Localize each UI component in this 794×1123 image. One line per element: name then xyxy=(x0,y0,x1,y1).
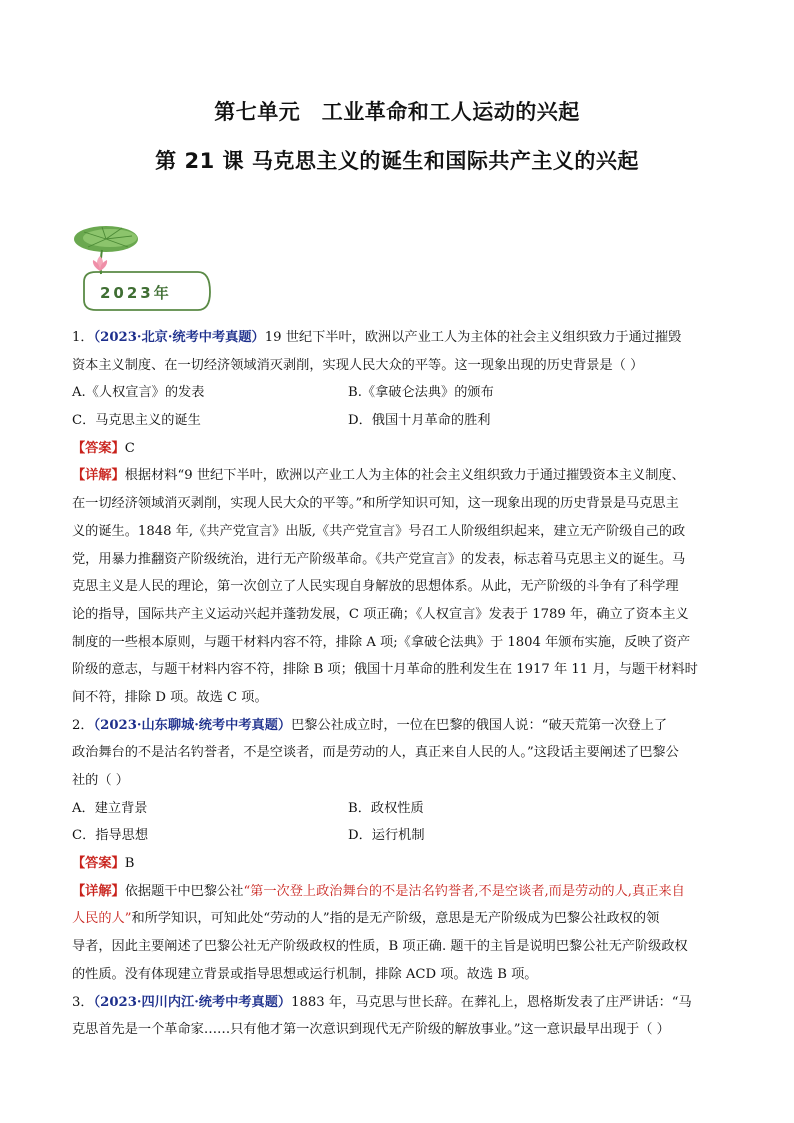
q2-detail-quote-2: 人民的人” xyxy=(72,911,132,927)
q1-stem-1: 19 世纪下半叶，欧洲以产业工人为主体的社会主义组织致力于通过摧毁 xyxy=(264,330,682,345)
q2-detail-line-2 xyxy=(72,905,732,933)
q1-detail-label: 【详解】 xyxy=(72,468,125,484)
q2-option-b: B．政权性质 xyxy=(348,800,424,816)
q2-stem-3: 社的（ ） xyxy=(72,773,129,788)
q2-source: （2023·山东聊城·统考中考真题） xyxy=(93,717,292,733)
q1-detail-9: 间不符，排除 D 项。故选 C 项。 xyxy=(72,689,268,705)
q1-answer xyxy=(72,435,732,463)
q1-detail-4: 党，用暴力推翻资产阶级统治，进行无产阶级革命。《共产党宣言》的发表，标志着马克思主义的诞生。马 xyxy=(72,551,686,567)
q1-number: 1． xyxy=(72,330,94,345)
q1-option-c: C．马克思主义的诞生 xyxy=(72,413,201,429)
q2-answer xyxy=(72,850,732,878)
q2-stem-line-1 xyxy=(72,712,732,740)
q3-number: 3． xyxy=(72,994,94,1010)
year-badge-text: 2023年 xyxy=(100,284,172,302)
q2-detail-label: 【详解】 xyxy=(72,883,125,899)
q1-option-b: B.《拿破仑法典》的颁布 xyxy=(348,385,494,401)
q2-stem-1: 巴黎公社成立时，一位在巴黎的俄国人说：“破天荒第一次登上了 xyxy=(291,717,668,733)
q1-detail-6: 论的指导，国际共产主义运动兴起并蓬勃发展，C 项正确；《人权宣言》发表于 1789 年，确立了资本主义 xyxy=(72,606,689,622)
q1-source: （2023·北京·统考中考真题） xyxy=(93,330,265,345)
q2-options-ab xyxy=(72,795,732,823)
q3-stem-line-1 xyxy=(72,989,732,1017)
question-content xyxy=(72,324,732,1044)
unit-title: 第七单元 工业革命和工人运动的兴起 xyxy=(214,100,580,124)
q1-detail-2: 在一切经济领域消灭剥削，实现人民大众的平等。”和所学知识可知，这一现象出现的历史背景是马克思主 xyxy=(72,496,679,512)
q2-stem-2: 政治舞台的不是沽名钓誉者，不是空谈者，而是劳动的人，真正来自人民的人。”这段话主要阐述了巴黎公 xyxy=(72,745,679,761)
q1-answer-label: 【答案】 xyxy=(72,440,125,456)
q2-options-cd xyxy=(72,822,732,850)
q1-detail-line-1 xyxy=(72,462,732,490)
lotus-leaf-icon xyxy=(74,226,138,274)
q2-option-a: A．建立背景 xyxy=(72,800,148,816)
q1-detail-5: 克思主义是人民的理论，第一次创立了人民实现自身解放的思想体系。从此，无产阶级的斗争有了科学理 xyxy=(72,579,679,595)
q1-detail-8: 阶级的意志，与题干材料内容不符，排除 B 项；俄国十月革命的胜利发生在 1917 年 11 月，与题干材料时 xyxy=(72,662,698,678)
q3-stem-2: 克思首先是一个革命家……只有他才第一次意识到现代无产阶级的解放事业。”这一意识最早出现于（ ） xyxy=(72,1022,670,1038)
lotus-year-badge xyxy=(70,222,212,314)
q2-number: 2． xyxy=(72,717,94,733)
q2-detail-2b: 和所学知识，可知此处“劳动的人”指的是无产阶级，意思是无产阶级成为巴黎公社政权的领 xyxy=(131,911,660,927)
q3-stem-1: 1883 年，马克思与世长辞。在葬礼上，恩格斯发表了庄严讲话：“马 xyxy=(291,994,692,1010)
q3-source: （2023·四川内江·统考中考真题） xyxy=(93,994,292,1010)
q1-detail-7: 制度的一些根本原则，与题干材料内容不符，排除 A 项;《拿破仑法典》于 1804 年颁布实施，反映了资产 xyxy=(72,634,691,650)
q2-answer-value: B xyxy=(124,856,135,872)
q1-option-d: D．俄国十月革命的胜利 xyxy=(348,413,491,429)
q1-options-ab xyxy=(72,379,732,407)
q2-option-d: D．运行机制 xyxy=(348,828,425,844)
q2-detail-line-1 xyxy=(72,878,732,906)
lotus-flower-icon xyxy=(93,256,107,271)
q2-detail-quote-1: “第一次登上政治舞台的不是沽名钓誉者,不是空谈者,而是劳动的人,真正来自 xyxy=(243,883,685,899)
q2-answer-label: 【答案】 xyxy=(72,856,125,872)
q2-option-c: C．指导思想 xyxy=(72,828,149,844)
q1-detail-3: 义的诞生。1848 年,《共产党宣言》出版,《共产党宣言》号召工人阶级组织起来，建立无产阶级自己的政 xyxy=(72,523,686,539)
q1-options-cd xyxy=(72,407,732,435)
q1-stem-2: 资本主义制度、在一切经济领域消灭剥削，实现人民大众的平等。这一现象出现的历史背景是（ ） xyxy=(72,357,644,373)
q1-option-a: A.《人权宣言》的发表 xyxy=(72,385,205,401)
q1-answer-value: C xyxy=(124,440,135,456)
q2-detail-1a: 依据题干中巴黎公社 xyxy=(124,883,244,899)
q2-detail-3: 导者，因此主要阐述了巴黎公社无产阶级政权的性质，B 项正确. 题干的主旨是说明巴黎公社无产阶级政权 xyxy=(72,939,688,955)
q1-stem-line-1 xyxy=(72,324,732,352)
lesson-title: 第 21 课 马克思主义的诞生和国际共产主义的兴起 xyxy=(155,149,639,173)
q2-detail-4: 的性质。没有体现建立背景或指导思想或运行机制，排除 ACD 项。故选 B 项。 xyxy=(72,966,538,982)
q1-detail-1: 根据材料“9 世纪下半叶，欧洲以产业工人为主体的社会主义组织致力于通过摧毁资本主义制度、 xyxy=(124,468,685,484)
